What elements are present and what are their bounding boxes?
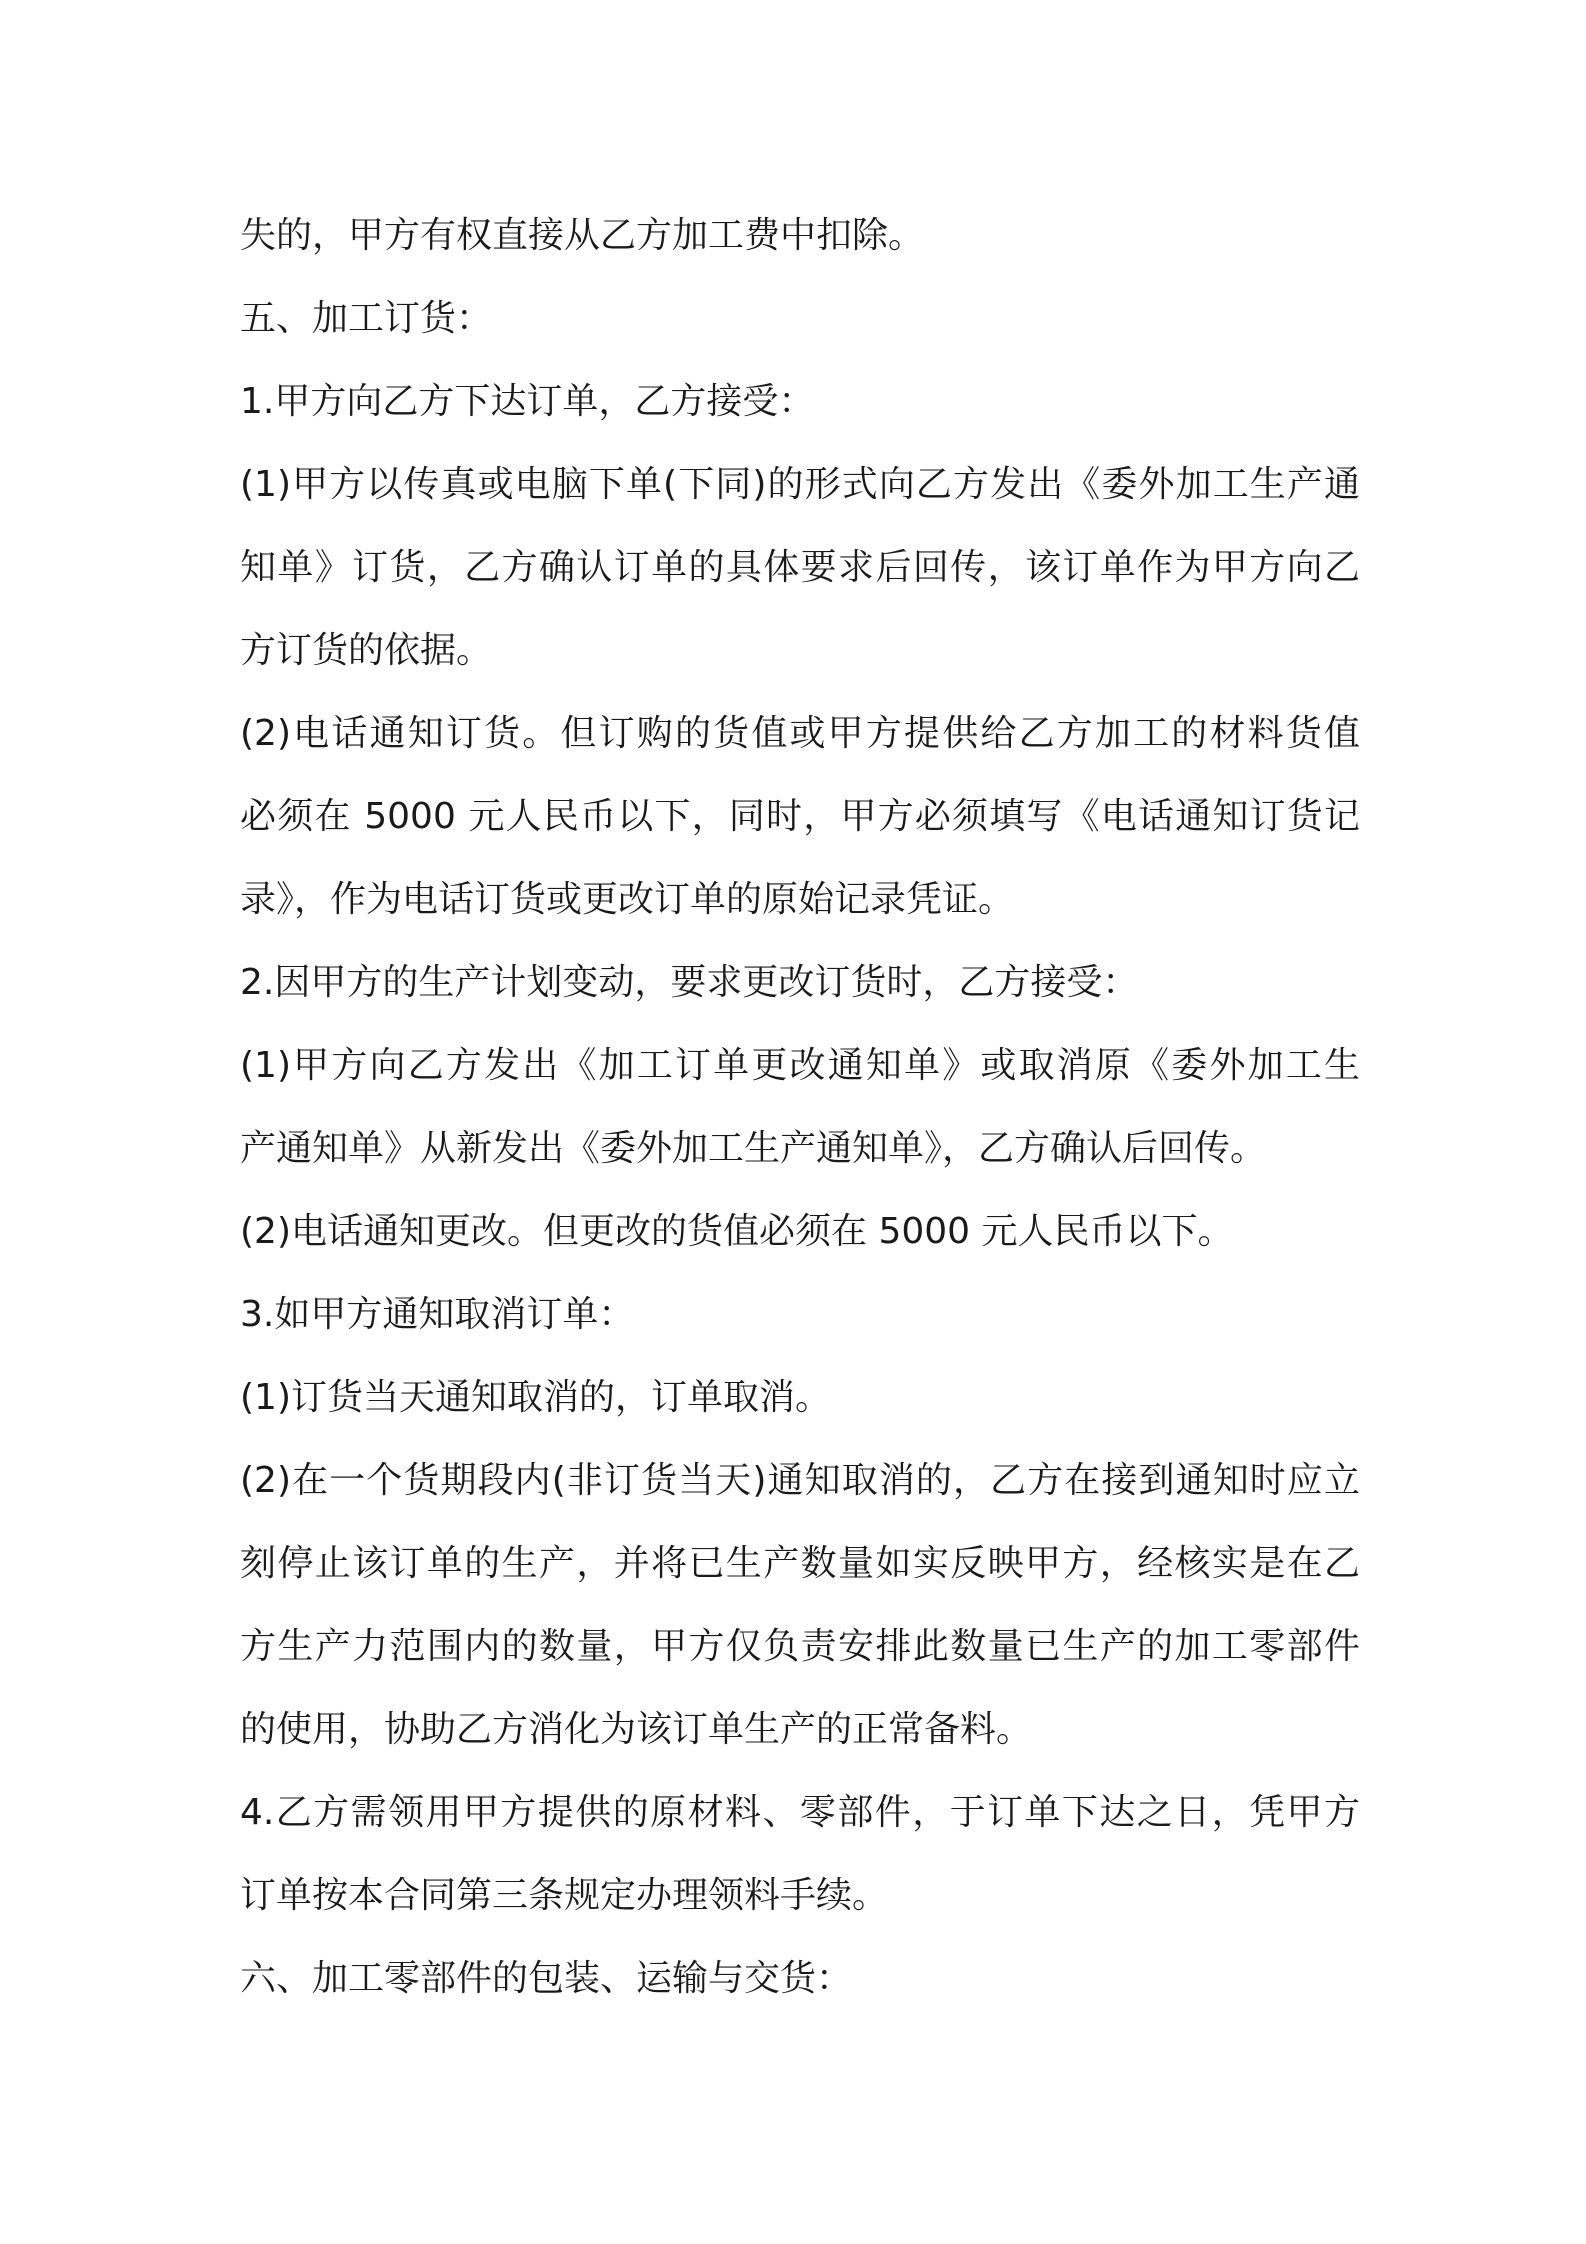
section-heading: 六、加工零部件的包装、运输与交货： <box>240 1958 853 1999</box>
text-line: (1)甲方以传真或电脑下单(下同)的形式向乙方发出《委外加工生产通 <box>240 464 1360 505</box>
text-line: 录》，作为电话订货或更改订单的原始记录凭证。 <box>240 879 1015 920</box>
section-heading: 五、加工订货： <box>240 298 493 339</box>
text-line: 失的，甲方有权直接从乙方加工费中扣除。 <box>240 215 925 256</box>
text-line: 方订货的依据。 <box>240 630 493 671</box>
document-body <box>240 194 1360 2020</box>
text-line: 必须在 5000 元人民币以下，同时，甲方必须填写《电话通知订货记 <box>240 796 1360 837</box>
text-line: (2)电话通知更改。但更改的货值必须在 5000 元人民币以下。 <box>240 1211 1234 1252</box>
text-line: (1)甲方向乙方发出《加工订单更改通知单》或取消原《委外加工生 <box>240 1045 1360 1086</box>
text-line: 刻停止该订单的生产，并将已生产数量如实反映甲方，经核实是在乙 <box>240 1543 1360 1584</box>
text-line: 2.因甲方的生产计划变动，要求更改订货时，乙方接受： <box>240 962 1139 1003</box>
text-line: (1)订货当天通知取消的，订单取消。 <box>240 1377 831 1418</box>
text-line: 1.甲方向乙方下达订单，乙方接受： <box>240 381 815 422</box>
text-line: 知单》订货，乙方确认订单的具体要求后回传，该订单作为甲方向乙 <box>240 547 1360 588</box>
text-line: 产通知单》从新发出《委外加工生产通知单》，乙方确认后回传。 <box>240 1128 1267 1169</box>
text-line: 4.乙方需领用甲方提供的原材料、零部件，于订单下达之日，凭甲方 <box>240 1792 1360 1833</box>
text-line: 3.如甲方通知取消订单： <box>240 1294 635 1335</box>
text-line: 方生产力范围内的数量，甲方仅负责安排此数量已生产的加工零部件 <box>240 1626 1360 1667</box>
text-line: (2)在一个货期段内(非订货当天)通知取消的，乙方在接到通知时应立 <box>240 1460 1360 1501</box>
text-line: 的使用，协助乙方消化为该订单生产的正常备料。 <box>240 1709 1033 1750</box>
text-line: 订单按本合同第三条规定办理领料手续。 <box>240 1875 889 1916</box>
text-line: (2)电话通知订货。但订购的货值或甲方提供给乙方加工的材料货值 <box>240 713 1360 754</box>
